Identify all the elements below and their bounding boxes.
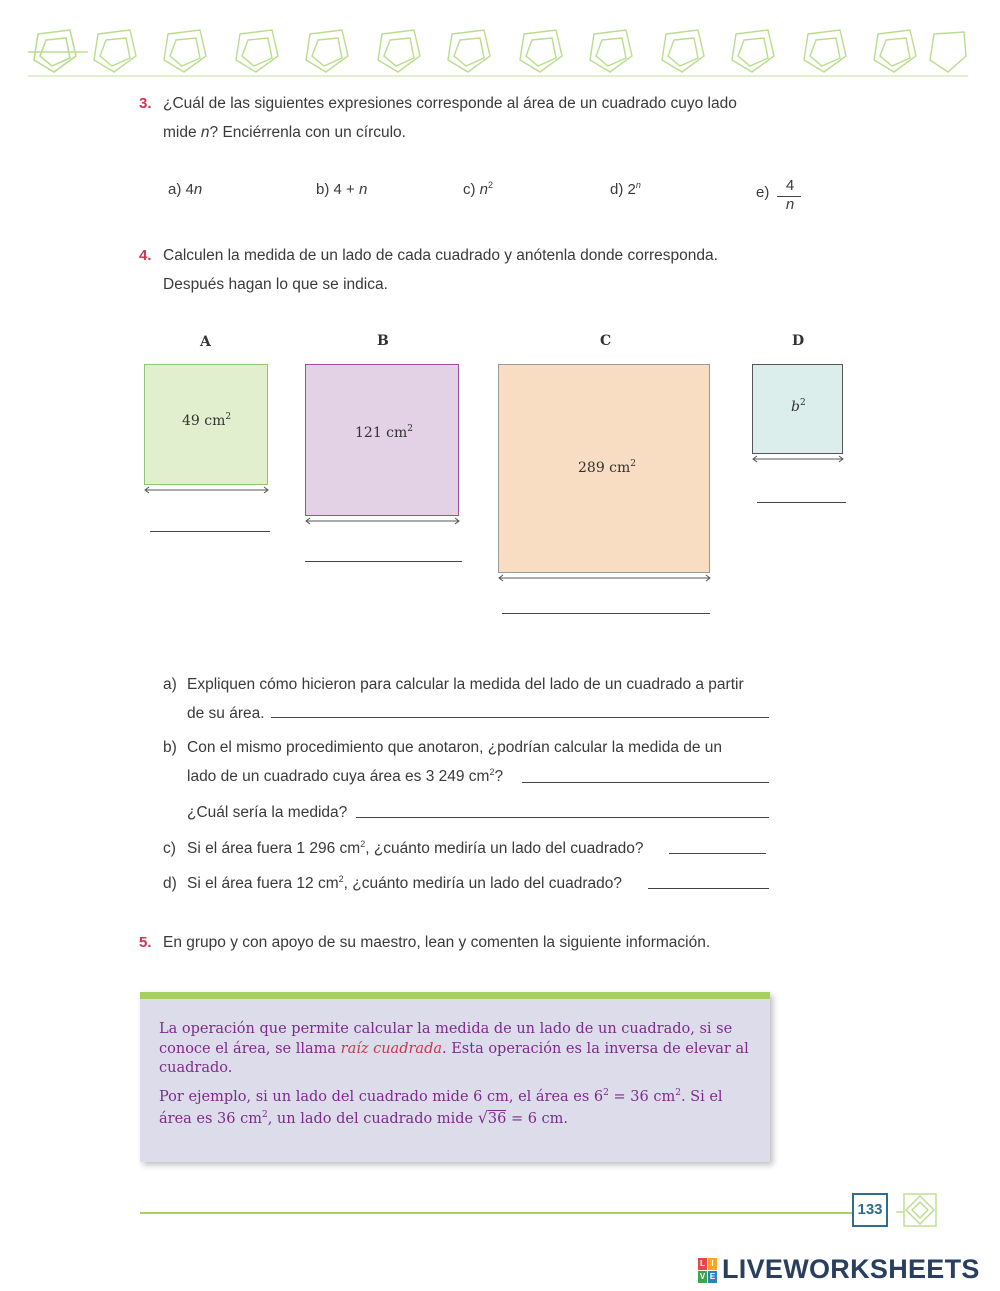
- question-4-text: Calculen la medida de un lado de cada cuadrado y anótenla donde corresponda. Después hagan lo que se indica.: [163, 247, 718, 293]
- term-raiz-cuadrada: raíz cuadrada: [340, 1040, 442, 1057]
- sub-a-answer-line[interactable]: [271, 717, 769, 718]
- question-3-number: 3.: [139, 95, 152, 112]
- square-d-area: $b^2$: [791, 398, 806, 415]
- sub-a-text: Expliquen cómo hicieron para calcular la medida del lado de un cuadrado a partir de su área.: [187, 676, 744, 722]
- square-c-area: 289 $cm^2$: [578, 459, 637, 476]
- sub-d-answer-line[interactable]: [648, 888, 769, 889]
- sub-a-letter: a): [163, 676, 177, 693]
- footer-ornament-icon: [896, 1190, 944, 1232]
- question-4-number: 4.: [139, 247, 152, 264]
- question-3-text: ¿Cuál de las siguientes expresiones corresponde al área de un cuadrado cuyo lado mide n? Enciérrenla con un círculo.: [163, 95, 737, 141]
- square-b-area: 121 $cm^2$: [355, 424, 414, 441]
- option-c[interactable]: c) $n^2$: [463, 180, 494, 198]
- sub-b-question: ¿Cuál sería la medida?: [187, 804, 348, 821]
- liveworksheets-logo-text[interactable]: LIVEWORKSHEETS: [722, 1254, 980, 1284]
- info-paragraph-1: La operación que permite calcular la medida de un lado de un cuadrado, si se conoce el área, se llama raíz cuadrada. Esta operación es la inversa de elevar al cuadrado.: [159, 1021, 749, 1076]
- sub-b-answer-line[interactable]: [522, 782, 769, 783]
- question-3-line1: ¿Cuál de las siguientes expresiones corresponde al área de un cuadrado cuyo lado: [163, 95, 737, 112]
- square-b-answer-line[interactable]: [305, 561, 462, 562]
- info-paragraph-2: Por ejemplo, si un lado del cuadrado mide 6 cm, el área es $6^2 = 36$ $cm^2$. Si el área es 36 $cm^2$, un lado del cuadrado mide √36 = 6 cm.: [159, 1088, 755, 1129]
- page-number: 133: [852, 1193, 888, 1227]
- square-c-label: C: [600, 333, 612, 349]
- question-5-number: 5.: [139, 934, 152, 951]
- sub-c-text: Si el área fuera 1 296 $cm^2$, ¿cuánto mediría un lado del cuadrado?: [187, 839, 644, 857]
- info-box: [140, 992, 770, 1162]
- square-d-side-arrow: [751, 453, 845, 465]
- sub-c-answer-line[interactable]: [669, 853, 766, 854]
- sub-d-text: Si el área fuera 12 $cm^2$, ¿cuánto mediría un lado del cuadrado?: [187, 874, 622, 892]
- option-b[interactable]: b) 4 + n: [316, 181, 368, 198]
- square-a-answer-line[interactable]: [150, 531, 270, 532]
- square-c-answer-line[interactable]: [502, 613, 710, 614]
- sub-c-letter: c): [163, 840, 176, 857]
- option-d[interactable]: d) 2$^n$: [610, 180, 641, 198]
- sqrt-symbol: √36: [477, 1107, 507, 1127]
- square-d-label: D: [792, 333, 805, 349]
- square-d-answer-line[interactable]: [757, 502, 846, 503]
- square-a-area: 49 $cm^2$: [182, 412, 232, 429]
- square-b-side-arrow: [304, 515, 461, 527]
- square-a-label: A: [200, 334, 211, 350]
- sub-b-letter: b): [163, 739, 177, 756]
- sub-b-text: Con el mismo procedimiento que anotaron, ¿podrían calcular la medida de un lado de un cuadrado cuya área es 3 249 $cm^2$?: [187, 739, 723, 785]
- sub-d-letter: d): [163, 875, 177, 892]
- decorative-border-top: [28, 26, 968, 78]
- liveworksheets-logo-icon: L I V E: [699, 1259, 716, 1281]
- info-box-top-bar: [140, 992, 770, 999]
- square-b-label: B: [377, 333, 389, 349]
- square-c-side-arrow: [497, 572, 712, 584]
- footer-line: [140, 1212, 852, 1214]
- sub-b-measure-line[interactable]: [356, 817, 769, 818]
- question-5-text: En grupo y con apoyo de su maestro, lean y comenten la siguiente información.: [163, 934, 711, 951]
- square-a-side-arrow: [143, 484, 270, 496]
- option-a[interactable]: a) 4n: [168, 181, 203, 198]
